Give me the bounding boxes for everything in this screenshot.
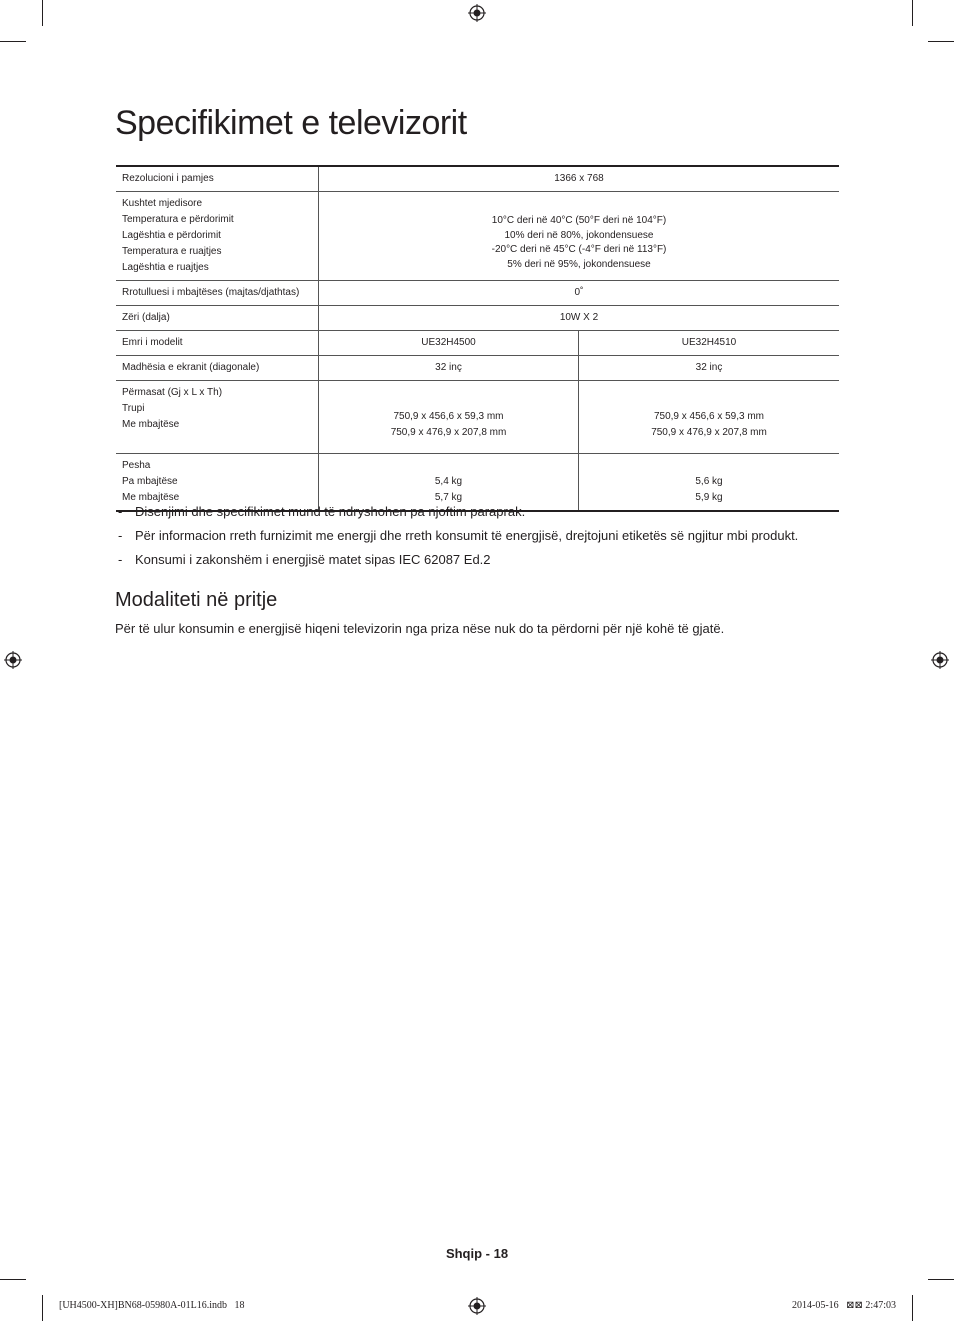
registration-mark-icon <box>468 1297 486 1315</box>
value-line: 10°C deri në 40°C (50°F deri në 104°F) <box>491 215 667 226</box>
section-text: Për të ulur konsumin e energjisë hiqeni televizorin nga priza nëse nuk do ta përdorni për një kohë të gjatë. <box>115 621 725 636</box>
bullet-dash: - <box>118 552 123 567</box>
row-label <box>116 381 319 454</box>
label-line: Lagështia e ruajtjes <box>122 262 209 273</box>
label-line: Kushtet mjedisore <box>122 198 203 209</box>
list-item <box>118 503 798 527</box>
bullet-dash: - <box>118 528 123 543</box>
section-heading: Modaliteti në pritje <box>115 589 278 611</box>
date-slug: 2014-05-16 ⊠⊠ 2:47:03 <box>792 1300 896 1311</box>
value-line: 750,9 x 476,9 x 207,8 mm <box>651 427 767 438</box>
label-line: Pa mbajtëse <box>122 476 178 487</box>
table-row <box>116 306 839 331</box>
row-label: Madhësia e ekranit (diagonale) <box>116 356 319 381</box>
row-value <box>579 381 840 454</box>
label-line: Trupi <box>122 403 145 414</box>
label-line: Lagështia e përdorimit <box>122 230 221 241</box>
note-text: Për informacion rreth furnizimit me energji dhe rreth konsumit të energjisë, drejtojuni etiketës së ngjitur mbi produkt. <box>135 528 799 543</box>
crop-mark <box>0 1279 26 1280</box>
row-label <box>116 192 319 281</box>
value-line: 750,9 x 476,9 x 207,8 mm <box>390 427 507 438</box>
crop-mark <box>912 0 913 26</box>
row-label: Zëri (dalja) <box>116 306 319 331</box>
note-text: Disenjimi dhe specifikimet mund të ndryshohen pa njoftim paraprak. <box>135 504 526 519</box>
row-label: Emri i modelit <box>116 331 319 356</box>
table-row <box>116 192 839 281</box>
row-value <box>319 381 579 454</box>
value-line: 750,9 x 456,6 x 59,3 mm <box>653 411 765 422</box>
spec-table <box>116 165 839 512</box>
crop-mark <box>928 1279 954 1280</box>
row-value: 0˚ <box>319 281 840 306</box>
file-slug: [UH4500-XH]BN68-05980A-01L16.indb 18 <box>59 1300 245 1311</box>
value-line: 5% deri në 95%, jokondensuese <box>507 258 651 270</box>
registration-mark-icon <box>468 4 486 22</box>
list-item <box>118 527 798 551</box>
value-line: 10% deri në 80%, jokondensuese <box>504 229 654 241</box>
label-line: Temperatura e përdorimit <box>122 214 234 225</box>
label-line: Pesha <box>122 460 151 471</box>
value-line: 5,9 kg <box>695 492 723 503</box>
registration-mark-icon <box>931 651 949 669</box>
bullet-dash: - <box>118 504 123 519</box>
page-number: Shqip - 18 <box>445 1246 509 1261</box>
table-row <box>116 356 839 381</box>
table-row <box>116 331 839 356</box>
row-value <box>319 192 840 281</box>
row-label: Rezolucioni i pamjes <box>116 166 319 192</box>
note-text: Konsumi i zakonshëm i energjisë matet sipas IEC 62087 Ed.2 <box>135 552 491 567</box>
row-label: Rrotulluesi i mbajtëses (majtas/djathtas) <box>116 281 319 306</box>
registration-mark-icon <box>4 651 22 669</box>
value-line: 5,4 kg <box>434 476 463 487</box>
crop-mark <box>928 41 954 42</box>
value-line: 5,6 kg <box>695 476 723 487</box>
value-line: 5,7 kg <box>434 492 463 503</box>
row-value: 32 inç <box>319 356 579 381</box>
crop-mark <box>912 1295 913 1321</box>
label-spacer <box>122 433 312 449</box>
table-row <box>116 281 839 306</box>
notes-list <box>118 503 798 575</box>
crop-mark <box>42 0 43 26</box>
row-value: 32 inç <box>579 356 840 381</box>
row-value: UE32H4500 <box>319 331 579 356</box>
list-item <box>118 551 798 575</box>
crop-mark <box>42 1295 43 1321</box>
table-row <box>116 381 839 454</box>
row-value: UE32H4510 <box>579 331 840 356</box>
crop-mark <box>0 41 26 42</box>
label-line: Përmasat (Gj x L x Th) <box>122 387 223 398</box>
value-line: 750,9 x 456,6 x 59,3 mm <box>393 411 504 422</box>
table-row <box>116 166 839 192</box>
page-title: Specifikimet e televizorit <box>115 104 467 142</box>
row-value: 10W X 2 <box>319 306 840 331</box>
label-line: Me mbajtëse <box>122 419 180 430</box>
label-line: Temperatura e ruajtjes <box>122 246 222 257</box>
label-line: Me mbajtëse <box>122 492 180 503</box>
row-value: 1366 x 768 <box>554 173 604 184</box>
value-line: -20°C deri në 45°C (-4°F deri në 113°F) <box>491 244 667 255</box>
